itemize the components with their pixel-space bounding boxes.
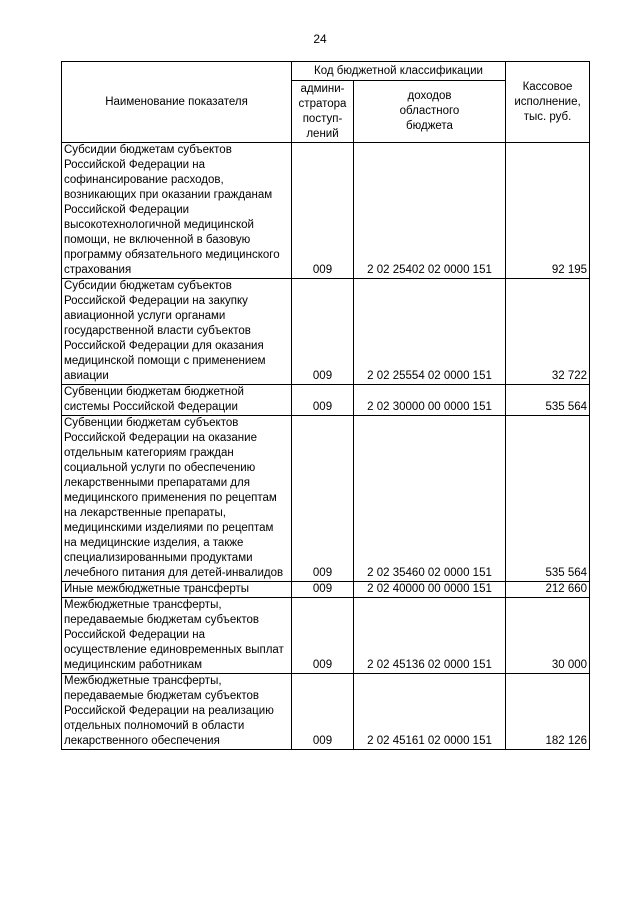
header-administrator: админи- стратора поступ- лений xyxy=(292,81,354,143)
row-name: Субвенции бюджетам субъектов Российской Федерации на оказание отдельным категориям граждан социальной услуги по обеспечению лекарственными препаратами для медицинского применения по рецептам на лекарственные препараты, медицинскими изделиями по рецептам на медицинские изделия, а также специализированными продуктами лечебного питания для детей-инвалидов xyxy=(62,416,292,582)
row-amount: 535 564 xyxy=(506,416,590,582)
row-amount: 212 660 xyxy=(506,582,590,598)
row-name: Субсидии бюджетам субъектов Российской Федерации на закупку авиационной услуги органами государственной власти субъектов Российской Федерации для оказания медицинской помощи с применением авиации xyxy=(62,279,292,385)
row-name: Субсидии бюджетам субъектов Российской Федерации на софинансирование расходов, возникающих при оказании гражданам Российской Федерации высокотехнологичной медицинской помощи, не включенной в базовую программу обязательного медицинского страхования xyxy=(62,143,292,279)
table-row xyxy=(62,385,590,416)
row-income-code: 2 02 45161 02 0000 151 xyxy=(354,674,506,750)
table-row xyxy=(62,279,590,385)
row-name: Субвенции бюджетам бюджетной системы Российской Федерации xyxy=(62,385,292,416)
row-income-code: 2 02 30000 00 0000 151 xyxy=(354,385,506,416)
row-amount: 32 722 xyxy=(506,279,590,385)
row-income-code: 2 02 25554 02 0000 151 xyxy=(354,279,506,385)
table-row xyxy=(62,416,590,582)
header-classification: Код бюджетной классификации xyxy=(292,62,506,81)
row-amount: 92 195 xyxy=(506,143,590,279)
row-income-code: 2 02 35460 02 0000 151 xyxy=(354,416,506,582)
row-admin-code: 009 xyxy=(292,385,354,416)
row-income-code: 2 02 45136 02 0000 151 xyxy=(354,598,506,674)
table-row xyxy=(62,674,590,750)
row-admin-code: 009 xyxy=(292,674,354,750)
row-income-code: 2 02 25402 02 0000 151 xyxy=(354,143,506,279)
row-name: Межбюджетные трансферты, передаваемые бюджетам субъектов Российской Федерации на реализацию отдельных полномочий в области лекарственного обеспечения xyxy=(62,674,292,750)
row-admin-code: 009 xyxy=(292,143,354,279)
table-row xyxy=(62,143,590,279)
header-income: доходов областного бюджета xyxy=(354,81,506,143)
table-row xyxy=(62,582,590,598)
page-number: 24 xyxy=(313,32,327,46)
row-amount: 535 564 xyxy=(506,385,590,416)
table-row xyxy=(62,598,590,674)
header-indicator: Наименование показателя xyxy=(62,62,292,143)
row-admin-code: 009 xyxy=(292,416,354,582)
row-name: Межбюджетные трансферты, передаваемые бюджетам субъектов Российской Федерации на осуществление единовременных выплат медицинским работникам xyxy=(62,598,292,674)
row-admin-code: 009 xyxy=(292,582,354,598)
row-admin-code: 009 xyxy=(292,279,354,385)
row-amount: 30 000 xyxy=(506,598,590,674)
row-admin-code: 009 xyxy=(292,598,354,674)
row-income-code: 2 02 40000 00 0000 151 xyxy=(354,582,506,598)
row-name: Иные межбюджетные трансферты xyxy=(62,582,292,598)
header-execution: Кассовое исполнение, тыс. руб. xyxy=(506,62,590,143)
budget-table xyxy=(61,61,590,750)
row-amount: 182 126 xyxy=(506,674,590,750)
